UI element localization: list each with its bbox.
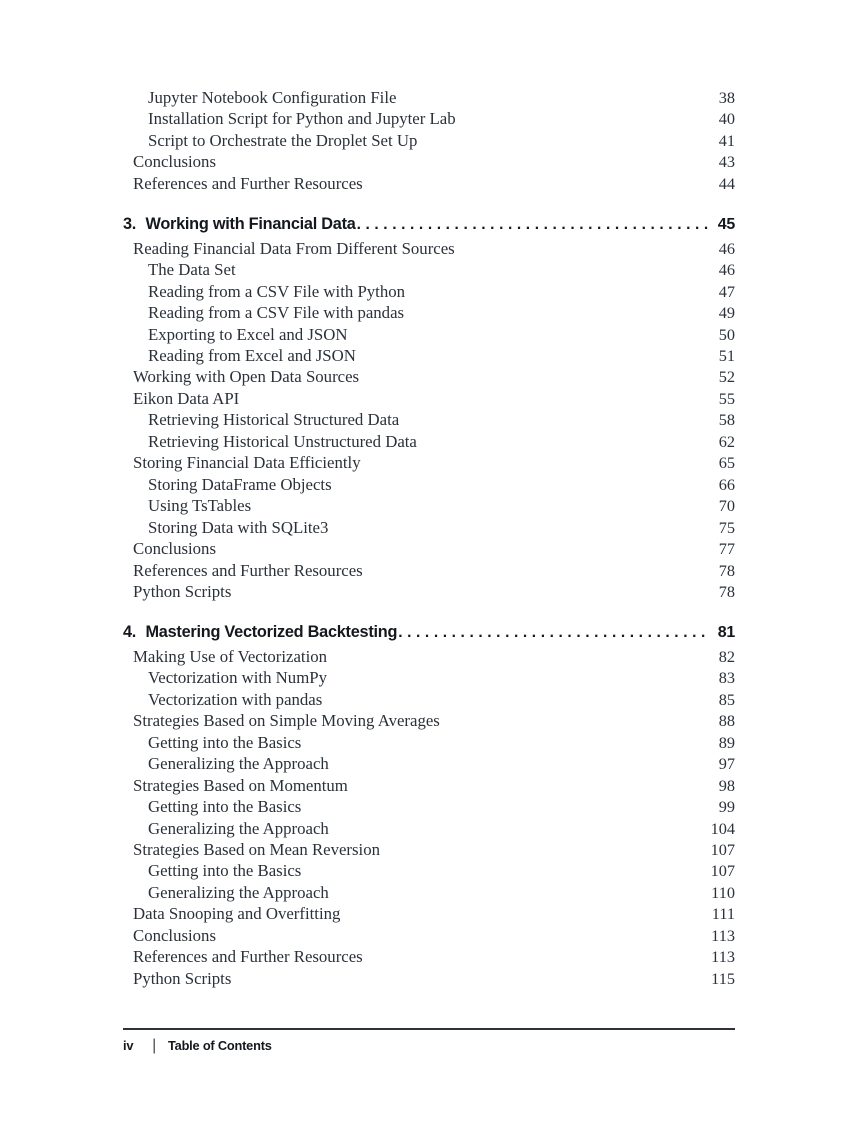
- entry-label: Script to Orchestrate the Droplet Set Up: [148, 130, 418, 150]
- entry-label: Reading from Excel and JSON: [148, 345, 356, 365]
- entry-label: Making Use of Vectorization: [133, 646, 328, 666]
- entry-label: References and Further Resources: [133, 173, 363, 193]
- entry-label: Strategies Based on Mean Reversion: [133, 839, 380, 859]
- entry-label: Vectorization with pandas: [148, 689, 323, 709]
- entry-label: References and Further Resources: [133, 947, 363, 967]
- entry-label: Generalizing the Approach: [148, 754, 329, 774]
- entry-label: Strategies Based on Momentum: [133, 775, 348, 795]
- entry-page-number: 65: [718, 453, 735, 473]
- footer-page-number: iv: [123, 1038, 134, 1053]
- entry-label: Installation Script for Python and Jupyter Lab: [148, 109, 456, 129]
- entry-page-number: 78: [718, 581, 735, 601]
- entry-label: Generalizing the Approach: [148, 882, 329, 902]
- entry-page-number: 43: [718, 152, 735, 172]
- toc-entry: [123, 775, 735, 796]
- toc-chapter-heading: [123, 214, 735, 235]
- entry-label: Using TsTables: [148, 496, 252, 516]
- footer-separator: |: [152, 1036, 156, 1055]
- entry-page-number: 55: [718, 388, 735, 408]
- table-of-contents: [123, 87, 735, 989]
- entry-page-number: 107: [710, 839, 735, 859]
- toc-entry: [123, 560, 735, 581]
- entry-page-number: 44: [718, 173, 735, 193]
- toc-entry: [123, 452, 735, 473]
- chapter-page-number: 81: [717, 624, 735, 642]
- footer-line: [123, 1037, 735, 1054]
- toc-entry: [123, 431, 735, 452]
- toc-entry: [123, 882, 735, 903]
- entry-page-number: 50: [718, 324, 735, 344]
- entry-page-number: 66: [718, 474, 735, 494]
- toc-entry: [123, 366, 735, 387]
- entry-page-number: 46: [718, 260, 735, 280]
- toc-entry: [123, 87, 735, 108]
- toc-entry: [123, 646, 735, 667]
- toc-entry: [123, 238, 735, 259]
- entry-page-number: 51: [718, 345, 735, 365]
- entry-page-number: 77: [718, 539, 735, 559]
- toc-entry: [123, 581, 735, 602]
- entry-label: Reading from a CSV File with Python: [148, 281, 406, 301]
- toc-entry: [123, 474, 735, 495]
- toc-entry: [123, 151, 735, 172]
- toc-entry: [123, 689, 735, 710]
- toc-entry: [123, 925, 735, 946]
- entry-label: Reading Financial Data From Different Sources: [133, 238, 455, 258]
- toc-entry: [123, 345, 735, 366]
- toc-entry: [123, 667, 735, 688]
- entry-label: Storing DataFrame Objects: [148, 474, 332, 494]
- chapter-page-number: 45: [717, 216, 735, 234]
- toc-entry: [123, 281, 735, 302]
- entry-page-number: 70: [718, 496, 735, 516]
- entry-page-number: 97: [718, 754, 735, 774]
- toc-entry: [123, 818, 735, 839]
- entry-label: Exporting to Excel and JSON: [148, 324, 348, 344]
- page-footer: [123, 1028, 735, 1054]
- dot-leader: [398, 622, 709, 643]
- entry-page-number: 99: [718, 797, 735, 817]
- entry-page-number: 40: [718, 109, 735, 129]
- toc-entry: [123, 388, 735, 409]
- toc-entry: [123, 108, 735, 129]
- entry-label: Reading from a CSV File with pandas: [148, 303, 405, 323]
- entry-label: Eikon Data API: [133, 388, 240, 408]
- entry-page-number: 85: [718, 689, 735, 709]
- entry-label: Conclusions: [133, 539, 216, 559]
- entry-page-number: 38: [718, 88, 735, 107]
- entry-label: References and Further Resources: [133, 560, 363, 580]
- entry-label: The Data Set: [148, 260, 236, 280]
- entry-label: Vectorization with NumPy: [148, 668, 327, 688]
- entry-page-number: 41: [718, 130, 735, 150]
- entry-page-number: 82: [718, 646, 735, 666]
- entry-label: Retrieving Historical Structured Data: [148, 410, 400, 430]
- toc-entry: [123, 796, 735, 817]
- entry-label: Storing Financial Data Efficiently: [133, 453, 361, 473]
- entry-label: Jupyter Notebook Configuration File: [148, 88, 397, 107]
- toc-entry: [123, 302, 735, 323]
- entry-page-number: 47: [718, 281, 735, 301]
- entry-page-number: 107: [710, 861, 735, 881]
- entry-page-number: 89: [718, 732, 735, 752]
- entry-label: Getting into the Basics: [148, 797, 302, 817]
- entry-page-number: 98: [718, 775, 735, 795]
- entry-label: Conclusions: [133, 925, 216, 945]
- chapter-title: Mastering Vectorized Backtesting: [145, 623, 398, 642]
- footer-rule-divider: [123, 1028, 735, 1030]
- toc-chapter-heading: [123, 622, 735, 643]
- entry-page-number: 88: [718, 711, 735, 731]
- toc-entry: [123, 173, 735, 194]
- toc-entry: [123, 732, 735, 753]
- toc-entry: [123, 324, 735, 345]
- entry-page-number: 78: [718, 560, 735, 580]
- entry-label: Generalizing the Approach: [148, 818, 329, 838]
- entry-page-number: 104: [710, 818, 735, 838]
- entry-label: Getting into the Basics: [148, 861, 302, 881]
- dot-leader: [357, 214, 709, 235]
- toc-entry: [123, 409, 735, 430]
- toc-entry: [123, 903, 735, 924]
- toc-entry: [123, 753, 735, 774]
- entry-page-number: 46: [718, 238, 735, 258]
- entry-page-number: 110: [711, 882, 735, 902]
- entry-label: Working with Open Data Sources: [133, 367, 360, 387]
- toc-entry: [123, 839, 735, 860]
- toc-entry: [123, 538, 735, 559]
- entry-page-number: 83: [718, 668, 735, 688]
- toc-entry: [123, 968, 735, 989]
- entry-label: Python Scripts: [133, 968, 232, 988]
- entry-page-number: 62: [718, 431, 735, 451]
- entry-page-number: 58: [718, 410, 735, 430]
- footer-section-label: Table of Contents: [167, 1038, 272, 1053]
- entry-page-number: 52: [718, 367, 735, 387]
- toc-entry: [123, 860, 735, 881]
- toc-entry: [123, 517, 735, 538]
- entry-page-number: 75: [718, 517, 735, 537]
- chapter-number: 4.: [123, 623, 137, 642]
- entry-label: Data Snooping and Overfitting: [133, 904, 341, 924]
- toc-entry: [123, 495, 735, 516]
- toc-entry: [123, 710, 735, 731]
- entry-page-number: 113: [711, 925, 735, 945]
- toc-entry: [123, 130, 735, 151]
- entry-label: Retrieving Historical Unstructured Data: [148, 431, 417, 451]
- entry-label: Storing Data with SQLite3: [148, 517, 329, 537]
- toc-entry: [123, 946, 735, 967]
- entry-label: Getting into the Basics: [148, 732, 302, 752]
- entry-page-number: 113: [711, 947, 735, 967]
- entry-page-number: 111: [711, 904, 735, 924]
- entry-label: Strategies Based on Simple Moving Averages: [133, 711, 440, 731]
- toc-entry: [123, 259, 735, 280]
- entry-page-number: 49: [718, 303, 735, 323]
- chapter-title: Working with Financial Data: [145, 215, 356, 234]
- entry-label: Conclusions: [133, 152, 216, 172]
- entry-page-number: 115: [711, 968, 735, 988]
- entry-label: Python Scripts: [133, 581, 232, 601]
- chapter-number: 3.: [123, 215, 137, 234]
